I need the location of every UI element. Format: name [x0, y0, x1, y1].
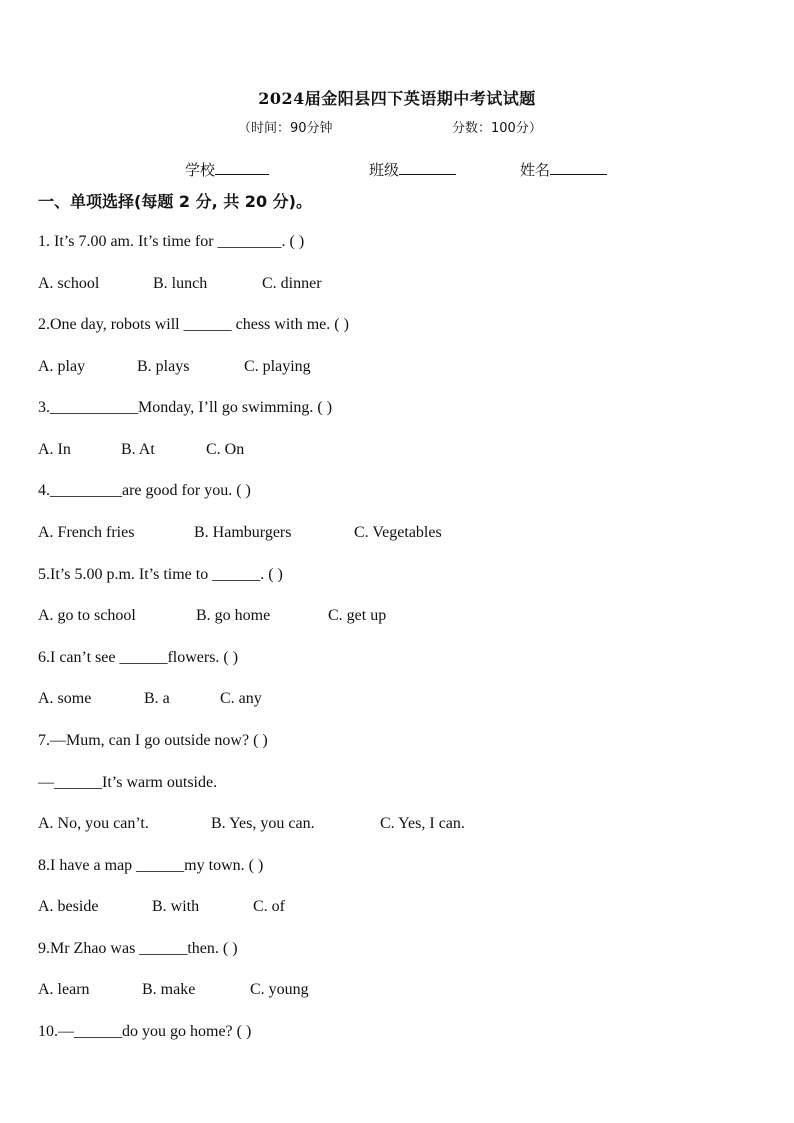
page-title: 2024届金阳县四下英语期中考试试题 — [258, 89, 536, 108]
option-a[interactable]: A. learn — [38, 981, 90, 998]
option-b[interactable]: B. Hamburgers — [194, 524, 292, 541]
class-blank[interactable] — [399, 159, 456, 175]
option-b[interactable]: B. lunch — [153, 275, 208, 292]
school-field — [185, 159, 269, 180]
option-c[interactable]: C. dinner — [262, 275, 322, 292]
option-c[interactable]: C. get up — [328, 607, 387, 624]
question-dialogue-reply: —______It’s warm outside. — [38, 774, 218, 791]
name-field — [520, 159, 607, 180]
question-stem: 8.I have a map ______my town. ( ) — [38, 857, 264, 874]
section-heading: 一、单项选择(每题 2 分, 共 20 分)。 — [38, 192, 312, 211]
question-stem: 10.—______do you go home? ( ) — [38, 1023, 252, 1040]
option-b[interactable]: B. go home — [196, 607, 271, 624]
school-blank[interactable] — [215, 159, 269, 175]
question-stem: 2.One day, robots will ______ chess with me. ( ) — [38, 316, 349, 333]
option-c[interactable]: C. Vegetables — [354, 524, 442, 541]
option-b[interactable]: B. Yes, you can. — [211, 815, 315, 832]
name-blank[interactable] — [550, 159, 607, 175]
option-b[interactable]: B. At — [121, 441, 155, 458]
question-stem: 9.Mr Zhao was ______then. ( ) — [38, 940, 238, 957]
question-stem: 6.I can’t see ______flowers. ( ) — [38, 649, 239, 666]
option-b[interactable]: B. make — [142, 981, 196, 998]
option-b[interactable]: B. a — [144, 690, 170, 707]
option-a[interactable]: A. In — [38, 441, 71, 458]
option-c[interactable]: C. young — [250, 981, 309, 998]
option-b[interactable]: B. with — [152, 898, 200, 915]
option-a[interactable]: A. No, you can’t. — [38, 815, 149, 832]
exam-time: （时间：90分钟 — [238, 121, 333, 136]
question-stem: 1. It’s 7.00 am. It’s time for ________. ( ) — [38, 233, 305, 250]
option-c[interactable]: C. Yes, I can. — [380, 815, 465, 832]
option-a[interactable]: A. school — [38, 275, 100, 292]
question-stem: 3.___________Monday, I’ll go swimming. ( ) — [38, 399, 333, 416]
name-label: 姓名 — [520, 161, 551, 179]
option-c[interactable]: C. any — [220, 690, 262, 707]
option-c[interactable]: C. On — [206, 441, 245, 458]
option-a[interactable]: A. French fries — [38, 524, 135, 541]
option-c[interactable]: C. playing — [244, 358, 311, 375]
class-label: 班级 — [369, 161, 400, 179]
option-a[interactable]: A. some — [38, 690, 92, 707]
school-label: 学校 — [185, 161, 216, 179]
option-a[interactable]: A. beside — [38, 898, 99, 915]
option-a[interactable]: A. go to school — [38, 607, 136, 624]
exam-score: 分数：100分） — [452, 121, 542, 136]
option-b[interactable]: B. plays — [137, 358, 190, 375]
option-a[interactable]: A. play — [38, 358, 86, 375]
question-stem: 5.It’s 5.00 p.m. It’s time to ______. ( ) — [38, 566, 283, 583]
question-stem: 4._________are good for you. ( ) — [38, 482, 251, 499]
class-field — [369, 159, 456, 180]
question-stem: 7.—Mum, can I go outside now? ( ) — [38, 732, 268, 749]
option-c[interactable]: C. of — [253, 898, 285, 915]
